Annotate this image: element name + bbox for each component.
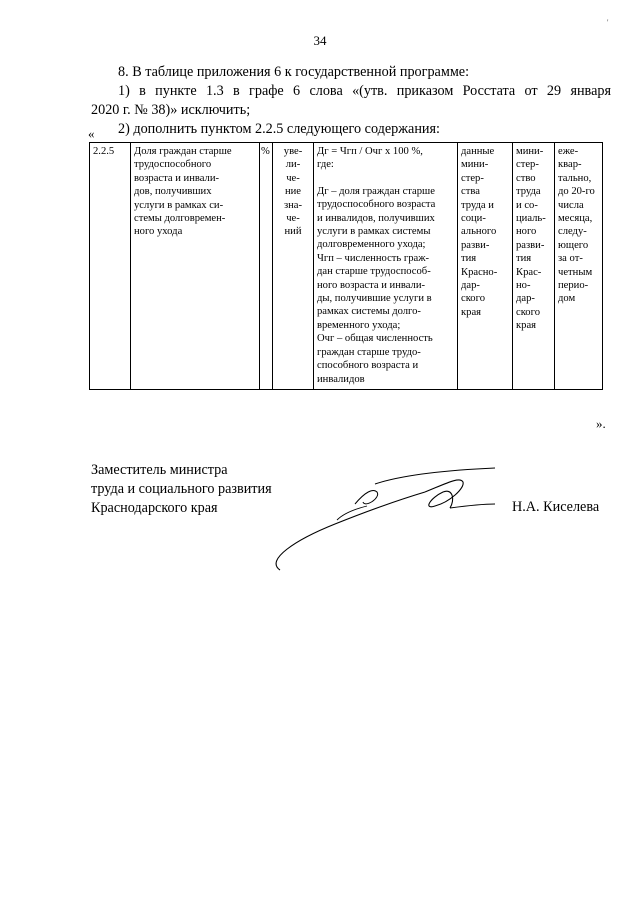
period-line: месяца,: [558, 213, 593, 225]
responsible-line: ского: [516, 306, 540, 318]
formula-line: Дг – доля граждан старше: [317, 185, 435, 197]
table-row: [90, 143, 603, 390]
formula-line: услуги в рамках системы: [317, 226, 431, 238]
period-line: четным: [558, 266, 593, 278]
formula-line: способного возраста и: [317, 360, 419, 372]
formula-line: дан старше трудоспособ-: [317, 266, 431, 278]
paragraph-subitem-1-line1: 1) в пункте 1.3 в графе 6 слова «(утв. приказом Росстата от 29 января: [118, 83, 611, 99]
responsible-line: тия: [516, 253, 532, 265]
source-line: тия: [461, 253, 477, 265]
source-line: мини-: [461, 159, 489, 171]
responsible-line: ного: [516, 226, 537, 238]
cell-indicator: [131, 143, 260, 390]
responsible-line: дар-: [516, 293, 535, 305]
indicator-line: Доля граждан старше: [134, 146, 232, 157]
responsible-line: края: [516, 320, 537, 332]
position-line: Краснодарского края: [91, 500, 218, 516]
cell-formula: [314, 143, 458, 390]
source-line: края: [461, 306, 482, 318]
responsible-line: труда: [516, 186, 541, 198]
direction-line: ний: [284, 226, 302, 238]
indicator-line: ного ухода: [134, 226, 183, 238]
amendment-table: [89, 142, 603, 390]
cell-data-source: [458, 143, 513, 390]
period-line: за от-: [558, 253, 583, 265]
source-line: данные: [461, 146, 495, 157]
source-line: труда и: [461, 199, 494, 211]
period-line: до 20-го: [558, 186, 595, 198]
source-line: стер-: [461, 172, 484, 184]
direction-line: че-: [286, 172, 300, 184]
direction-line: зна-: [283, 199, 303, 211]
period-line: ющего: [558, 239, 589, 251]
responsible-line: и со-: [516, 199, 538, 211]
cell-item-number: [90, 143, 131, 390]
responsible-line: ство: [516, 172, 536, 184]
indicator-line: услуги в рамках си-: [134, 199, 224, 211]
indicator-line: возраста и инвали-: [134, 172, 220, 184]
direction-line: че-: [286, 213, 300, 225]
formula-line: Очг – общая численность: [317, 333, 433, 345]
cell-direction: [273, 143, 314, 390]
source-line: Красно-: [461, 266, 498, 278]
signature-position: [91, 461, 272, 518]
source-line: соци-: [461, 213, 486, 225]
source-line: ального: [461, 226, 497, 238]
unit-label: %: [261, 146, 270, 157]
formula-spacer: [317, 172, 454, 185]
handwritten-signature: [255, 462, 525, 577]
paragraph-subitem-2: 2) дополнить пунктом 2.2.5 следующего содержания:: [118, 121, 440, 137]
direction-line: уве-: [283, 146, 303, 157]
responsible-line: циаль-: [516, 213, 546, 225]
indicator-line: стемы долговремен-: [134, 213, 226, 225]
cell-responsible: [513, 143, 555, 390]
period-line: еже-: [558, 146, 579, 157]
responsible-line: но-: [516, 280, 531, 292]
period-line: перио-: [558, 280, 589, 292]
formula-line: инвалидов: [317, 373, 365, 385]
margin-mark: ': [607, 18, 609, 27]
formula-line: ного возраста и инвали-: [317, 279, 426, 291]
period-line: квар-: [558, 159, 582, 171]
item-number: 2.2.5: [93, 146, 115, 157]
formula-line: рамках системы долго-: [317, 306, 421, 318]
position-line: Заместитель министра: [91, 462, 228, 478]
responsible-line: Крас-: [516, 266, 542, 278]
formula-line: где:: [317, 159, 334, 171]
formula-line: временного ухода;: [317, 319, 401, 331]
period-line: тально,: [558, 172, 592, 184]
period-line: числа: [558, 199, 584, 211]
period-line: следу-: [558, 226, 587, 238]
formula-line: долговременного ухода;: [317, 239, 426, 251]
cell-unit: [260, 143, 273, 390]
responsible-line: разви-: [516, 239, 545, 251]
responsible-line: стер-: [516, 159, 539, 171]
formula-line: граждан старше трудо-: [317, 346, 421, 358]
position-line: труда и социального развития: [91, 481, 272, 497]
cell-period: [555, 143, 603, 390]
indicator-line: дов, получивших: [134, 186, 212, 198]
formula-line: трудоспособного возраста: [317, 199, 436, 211]
signer-name: Н.А. Киселева: [512, 499, 600, 515]
source-line: ского: [461, 293, 485, 305]
opening-quote-mark: «: [88, 126, 95, 141]
source-line: ства: [461, 186, 480, 198]
closing-quote-mark: ».: [596, 416, 606, 431]
formula-line: и инвалидов, получивших: [317, 212, 435, 224]
formula-line: Чгп – численность граж-: [317, 252, 430, 264]
direction-line: ли-: [285, 159, 301, 171]
page-number: 34: [313, 33, 327, 48]
paragraph-subitem-1-line2: 2020 г. № 38)» исключить;: [91, 102, 251, 118]
formula-line: ды, получившие услуги в: [317, 293, 432, 305]
period-line: дом: [558, 293, 576, 305]
source-line: разви-: [461, 239, 490, 251]
responsible-line: мини-: [516, 146, 544, 157]
paragraph-item-8: 8. В таблице приложения 6 к государственной программе:: [118, 64, 470, 80]
formula-line: Дг = Чгп / Очг х 100 %,: [317, 146, 423, 157]
source-line: дар-: [461, 280, 480, 292]
indicator-line: трудоспособного: [134, 159, 212, 171]
direction-line: ние: [284, 186, 302, 198]
